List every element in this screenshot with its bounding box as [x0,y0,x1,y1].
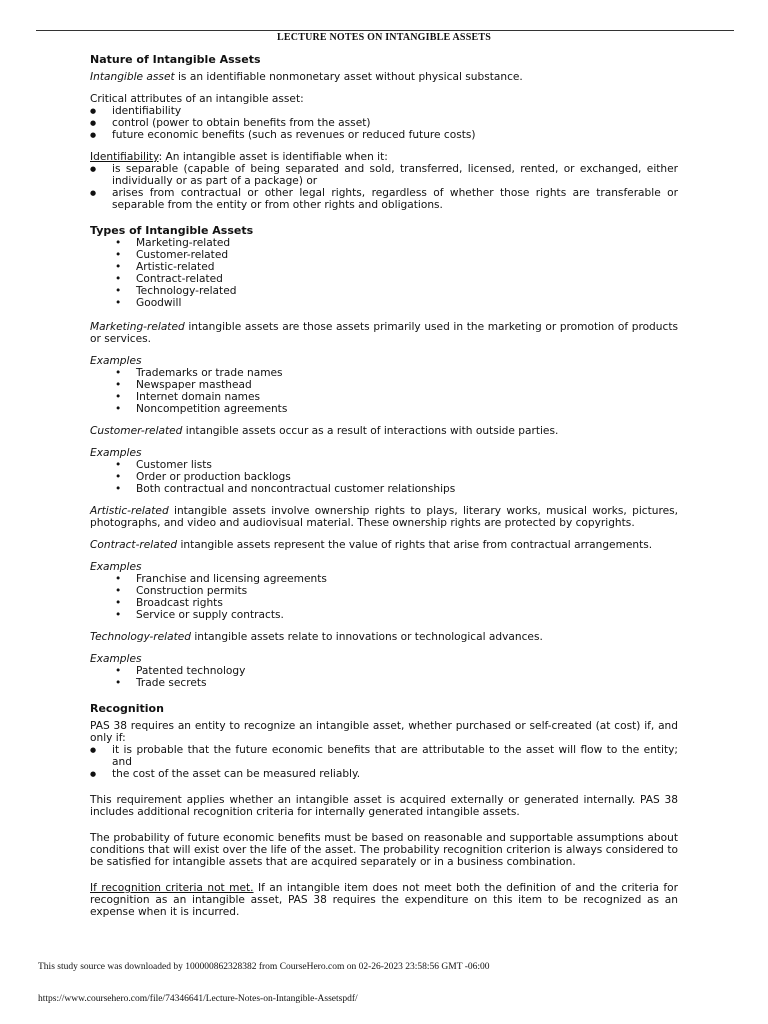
heading-types: Types of Intangible Assets [90,224,254,237]
identifiability-intro [90,151,678,163]
list-item: • Artistic-related [90,261,678,273]
list-item: ● it is probable that the future economic benefits that are attributable to the asset will flow to the entity; and [90,744,678,768]
list-item: • Contract-related [90,273,678,285]
recognition-paragraph-2: The probability of future economic benefits must be based on reasonable and supportable assumptions about conditions that will exist over the life of the asset. The probability recognition criterion is always considered to be satisfied for intangible assets that are acquired separately or in a business combination. [90,832,678,868]
customer-paragraph [90,425,678,437]
list-item: • Order or production backlogs [90,471,678,483]
customer-examples [90,459,678,495]
criteria-not-met-term: If recognition criteria not met. [90,882,254,894]
artistic-text: intangible assets involve ownership rights to plays, literary works, musical works, pictures, photographs, and video and audiovisual material. These ownership rights are protected by copyrights. [90,505,678,529]
attributes-intro: Critical attributes of an intangible asset: [90,93,304,105]
list-item: • Patented technology [90,665,678,677]
identifiability-term: Identifiability [90,151,159,163]
list-item: • Construction permits [90,585,678,597]
list-item: • Technology-related [90,285,678,297]
examples-label: Examples [90,355,142,367]
examples-label: Examples [90,561,142,573]
marketing-text: intangible assets are those assets primarily used in the marketing or promotion of products or services. [90,321,678,345]
contract-examples [90,573,678,621]
identifiability-text: : An intangible asset is identifiable when it: [158,151,388,163]
document-body [90,54,678,918]
examples-label: Examples [90,447,142,459]
technology-term: Technology-related [90,631,191,643]
list-item: • Customer-related [90,249,678,261]
recognition-intro: PAS 38 requires an entity to recognize an intangible asset, whether purchased or self-created (at cost) if, and only if: [90,720,678,744]
attributes-list [90,105,678,141]
list-item: ● future economic benefits (such as revenues or reduced future costs) [90,129,678,141]
recognition-criteria-list [90,744,678,780]
artistic-paragraph [90,505,678,529]
list-item: ● control (power to obtain benefits from the asset) [90,117,678,129]
source-url: https://www.coursehero.com/file/74346641/Lecture-Notes-on-Intangible-Assetspdf/ [38,994,358,1004]
technology-text: intangible assets relate to innovations or technological advances. [190,631,543,643]
list-item: • Internet domain names [90,391,678,403]
marketing-examples [90,367,678,415]
types-list [90,237,678,309]
customer-text: intangible assets occur as a result of interactions with outside parties. [182,425,559,437]
list-item: ● is separable (capable of being separated and sold, transferred, licensed, rented, or exchanged, either individually or as part of a package) or [90,163,678,187]
header-rule [36,30,734,31]
list-item: ● arises from contractual or other legal rights, regardless of whether those rights are transferable or separable from the entity or from other rights and obligations. [90,187,678,211]
identifiability-list [90,163,678,211]
list-item: • Marketing-related [90,237,678,249]
contract-text: intangible assets represent the value of rights that arise from contractual arrangements. [177,539,653,551]
list-item: • Trademarks or trade names [90,367,678,379]
recognition-paragraph-1: This requirement applies whether an intangible asset is acquired externally or generated internally. PAS 38 includes additional recognition criteria for internally generated intangible assets. [90,794,678,818]
list-item: • Franchise and licensing agreements [90,573,678,585]
list-item: • Noncompetition agreements [90,403,678,415]
list-item: • Both contractual and noncontractual customer relationships [90,483,678,495]
contract-term: Contract-related [90,539,178,551]
heading-nature: Nature of Intangible Assets [90,53,261,66]
technology-paragraph [90,631,678,643]
list-item: ● the cost of the asset can be measured reliably. [90,768,678,780]
definition-paragraph [90,71,678,83]
criteria-not-met-text: If an intangible item does not meet both the definition of and the criteria for recognition as an intangible asset, PAS 38 requires the expenditure on this item to be recognized as an expense when it is incurred. [90,882,678,918]
marketing-paragraph [90,321,678,345]
definition-text: is an identifiable nonmonetary asset without physical substance. [174,71,523,83]
heading-recognition: Recognition [90,702,164,715]
customer-term: Customer-related [90,425,183,437]
examples-label: Examples [90,653,142,665]
definition-term: Intangible asset [90,71,175,83]
artistic-term: Artistic-related [90,505,169,517]
list-item: • Customer lists [90,459,678,471]
marketing-term: Marketing-related [90,321,185,333]
list-item: • Goodwill [90,297,678,309]
list-item: • Broadcast rights [90,597,678,609]
download-notice: This study source was downloaded by 100000862328382 from CourseHero.com on 02-26-2023 23:58:56 GMT -06:00 [38,962,490,972]
list-item: ● identifiability [90,105,678,117]
contract-paragraph [90,539,678,551]
document-title: LECTURE NOTES ON INTANGIBLE ASSETS [277,32,491,43]
list-item: • Trade secrets [90,677,678,689]
criteria-not-met-paragraph [90,882,678,918]
list-item: • Service or supply contracts. [90,609,678,621]
list-item: • Newspaper masthead [90,379,678,391]
technology-examples [90,665,678,689]
